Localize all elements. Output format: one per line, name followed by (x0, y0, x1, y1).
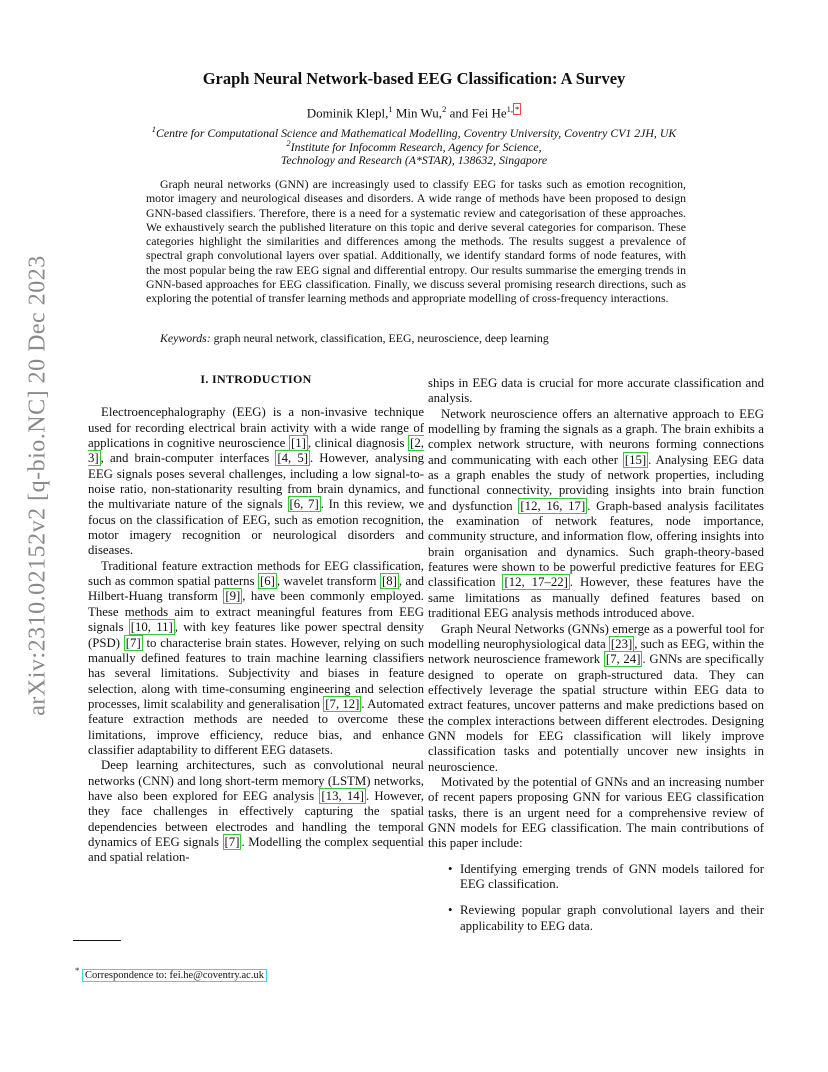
citation-link[interactable]: [7] (224, 834, 240, 849)
citation-link[interactable]: [7] (125, 635, 141, 650)
affiliation-2-continued: Technology and Research (A*STAR), 138632, Singapore (280, 153, 548, 167)
author-3-affiliation-mark: 1, * (506, 104, 520, 114)
intro-paragraph-6: Motivated by the potential of GNNs and an increasing number of recent papers proposing GNN for various EEG classification tasks, there is an urgent need for a comprehensive review of GNN models for EEG classification. The main contributions of this paper include: (428, 774, 764, 851)
author-2: Min Wu, (392, 105, 443, 121)
author-2-affiliation-mark: 2 (442, 104, 447, 114)
footnote-rule (73, 940, 121, 941)
citation-link[interactable]: [1] (290, 436, 306, 451)
corresponding-author-link[interactable]: * (514, 104, 520, 114)
arxiv-identifier-text: arXiv:2310.02152v2 [q-bio.NC] 20 Dec 2023 (24, 254, 51, 716)
contribution-item: • Identifying emerging trends of GNN models tailored for EEG classification. (460, 862, 764, 893)
citation-link[interactable]: [6, 7] (289, 497, 319, 512)
section-heading-introduction: I. INTRODUCTION (200, 372, 312, 386)
citation-link[interactable]: [2, 3] (88, 436, 424, 466)
author-list (0, 104, 828, 121)
keywords-label: Keywords: (160, 331, 211, 345)
affiliation-2-mark: 2 (286, 138, 291, 148)
author-1: Dominik Klepl, (306, 105, 389, 121)
citation-link[interactable]: [13, 14] (321, 788, 364, 803)
citation-link[interactable]: [10, 11] (130, 620, 173, 635)
citation-link[interactable]: [8] (381, 574, 397, 589)
affiliation-2-text: Institute for Infocomm Research, Agency for Science, (290, 139, 542, 154)
citation-link[interactable]: [15] (624, 452, 647, 467)
citation-link[interactable]: [12, 17–22] (504, 575, 568, 590)
correspondence-email-link[interactable]: Correspondence to: fei.he@coventry.ac.uk (82, 969, 267, 982)
left-column (88, 372, 424, 866)
contribution-item: • Reviewing popular graph convolutional layers and their applicability to EEG data. (460, 903, 764, 934)
intro-paragraph-1: Electroencephalography (EEG) is a non-invasive technique used for recording electrical brain activity with a wide range of applications in cognitive neuroscience [1] , clinical diagnosis [2, 3] , and brain-computer interfaces [4, 5] . However, analysing EEG signals poses several challenges, including a low signal-to-noise ratio, non-stationarity resulting from brain dynamics, and the multivariate nature of the signals [6, 7] . In this review, we focus on the classification of EEG, such as emotion recognition, motor imagery recognition or neurological disorders and diseases. (88, 405, 425, 558)
intro-paragraph-3: Deep learning architectures, such as convolutional neural networks (CNN) and long short-term memory (LSTM) networks, have also been explored for EEG analysis [13, 14] . However, they face challenges in effectively capturing the spatial dependencies between electrodes and handling the temporal dynamics of EEG signals [7] . Modelling the complex sequential and spatial relation- (88, 758, 424, 865)
affiliation-1-text: Centre for Computational Science and Mathematical Modelling, Coventry University, Coventry CV1 2JH, UK (156, 125, 677, 140)
citation-link[interactable]: [23] (610, 636, 633, 651)
citation-link[interactable]: [7, 12] (325, 696, 360, 711)
abstract: Graph neural networks (GNN) are increasingly used to classify EEG for tasks such as emotion recognition, motor imagery and neurological diseases and disorders. A wide range of methods have been proposed to design GNN-based classifiers. Therefore, there is a need for a systematic review and categorisation of these approaches. We exhaustively search the published literature on this topic and derive several categories for comparison. These categories highlight the similarities and differences among the methods. The results suggest a prevalence of spectral graph convolutional layers over spatial. Additionally, we identify standard forms of node features, with the most popular being the raw EEG signal and differential entropy. Our results summarise the emerging trends in GNN-based approaches for EEG classification. Finally, we discuss several promising research directions, such as exploring the potential of transfer learning methods and appropriate modelling of cross-frequency interactions. (146, 177, 686, 306)
intro-paragraph-2: Traditional feature extraction methods for EEG classification, such as common spatial patterns [6] , wavelet transform [8] , and Hilbert-Huang transform [9] , have been commonly employed. These methods aim to extract meaningful features from EEG signals [10, 11] , with key features like power spectral density (PSD) [7] to characterise brain states. However, relying on such manually defined features to train machine learning classifiers has several limitations. Subjectivity and biases in feature selection, along with time-consuming engineering and selection processes, limit scalability and generalisation [7, 12] . Automated feature extraction methods are needed to overcome these limitations, improve efficiency, reduce bias, and enhance classifier adaptability to different EEG datasets. (88, 558, 425, 757)
intro-paragraph-5: Graph Neural Networks (GNNs) emerge as a powerful tool for modelling neurophysiological data [23] , such as EEG, within the network neuroscience framework [7, 24] . GNNs are specifically designed to operate on graph-structured data. They can effectively leverage the spatial structure within EEG data to extract features, uncover patterns and make predictions based on the complex interactions between different electrodes. Designing GNN models for EEG classification will likely improve classification tasks and potentially uncover new insights in neuroscience. (428, 621, 764, 774)
intro-paragraph-4: Network neuroscience offers an alternative approach to EEG modelling by framing the signals as a graph. The brain exhibits a complex network structure, with neurons forming connections and communicating with each other [15] . Analysing EEG data as a graph enables the study of network properties, including functional connectivity, providing insights into brain function and dysfunction [12, 16, 17] . Graph-based analysis facilitates the examination of network features, node importance, community structure, and information flow, offering insights into brain organisation and dynamics. Such graph-theory-based features were shown to be powerful predictive features for EEG classification [12, 17–22] . However, these features have the same limitations as manually defined features based on traditional EEG analysis methods introduced above. (428, 406, 764, 621)
citation-link[interactable]: [9] (225, 589, 241, 604)
citation-link[interactable]: [12, 16, 17] (520, 498, 586, 513)
right-column (428, 376, 764, 945)
contributions-list (428, 862, 764, 934)
author-1-affiliation-mark: 1 (388, 104, 393, 114)
author-3: and Fei He (446, 105, 507, 121)
footnote-mark: * (75, 965, 80, 975)
citation-link[interactable]: [6] (259, 574, 275, 589)
arxiv-identifier-stamp (18, 254, 58, 716)
affiliation-1-mark: 1 (151, 124, 157, 134)
keywords (160, 331, 700, 346)
paper-title: Graph Neural Network-based EEG Classification: A Survey (202, 69, 626, 88)
keywords-text: graph neural network, classification, EEG, neuroscience, deep learning (210, 331, 549, 345)
footnote (75, 965, 267, 981)
citation-link[interactable]: [4, 5] (277, 451, 308, 466)
intro-paragraph-continued: ships in EEG data is crucial for more accurate classification and analysis. (428, 376, 764, 406)
citation-link[interactable]: [7, 24] (605, 652, 641, 667)
